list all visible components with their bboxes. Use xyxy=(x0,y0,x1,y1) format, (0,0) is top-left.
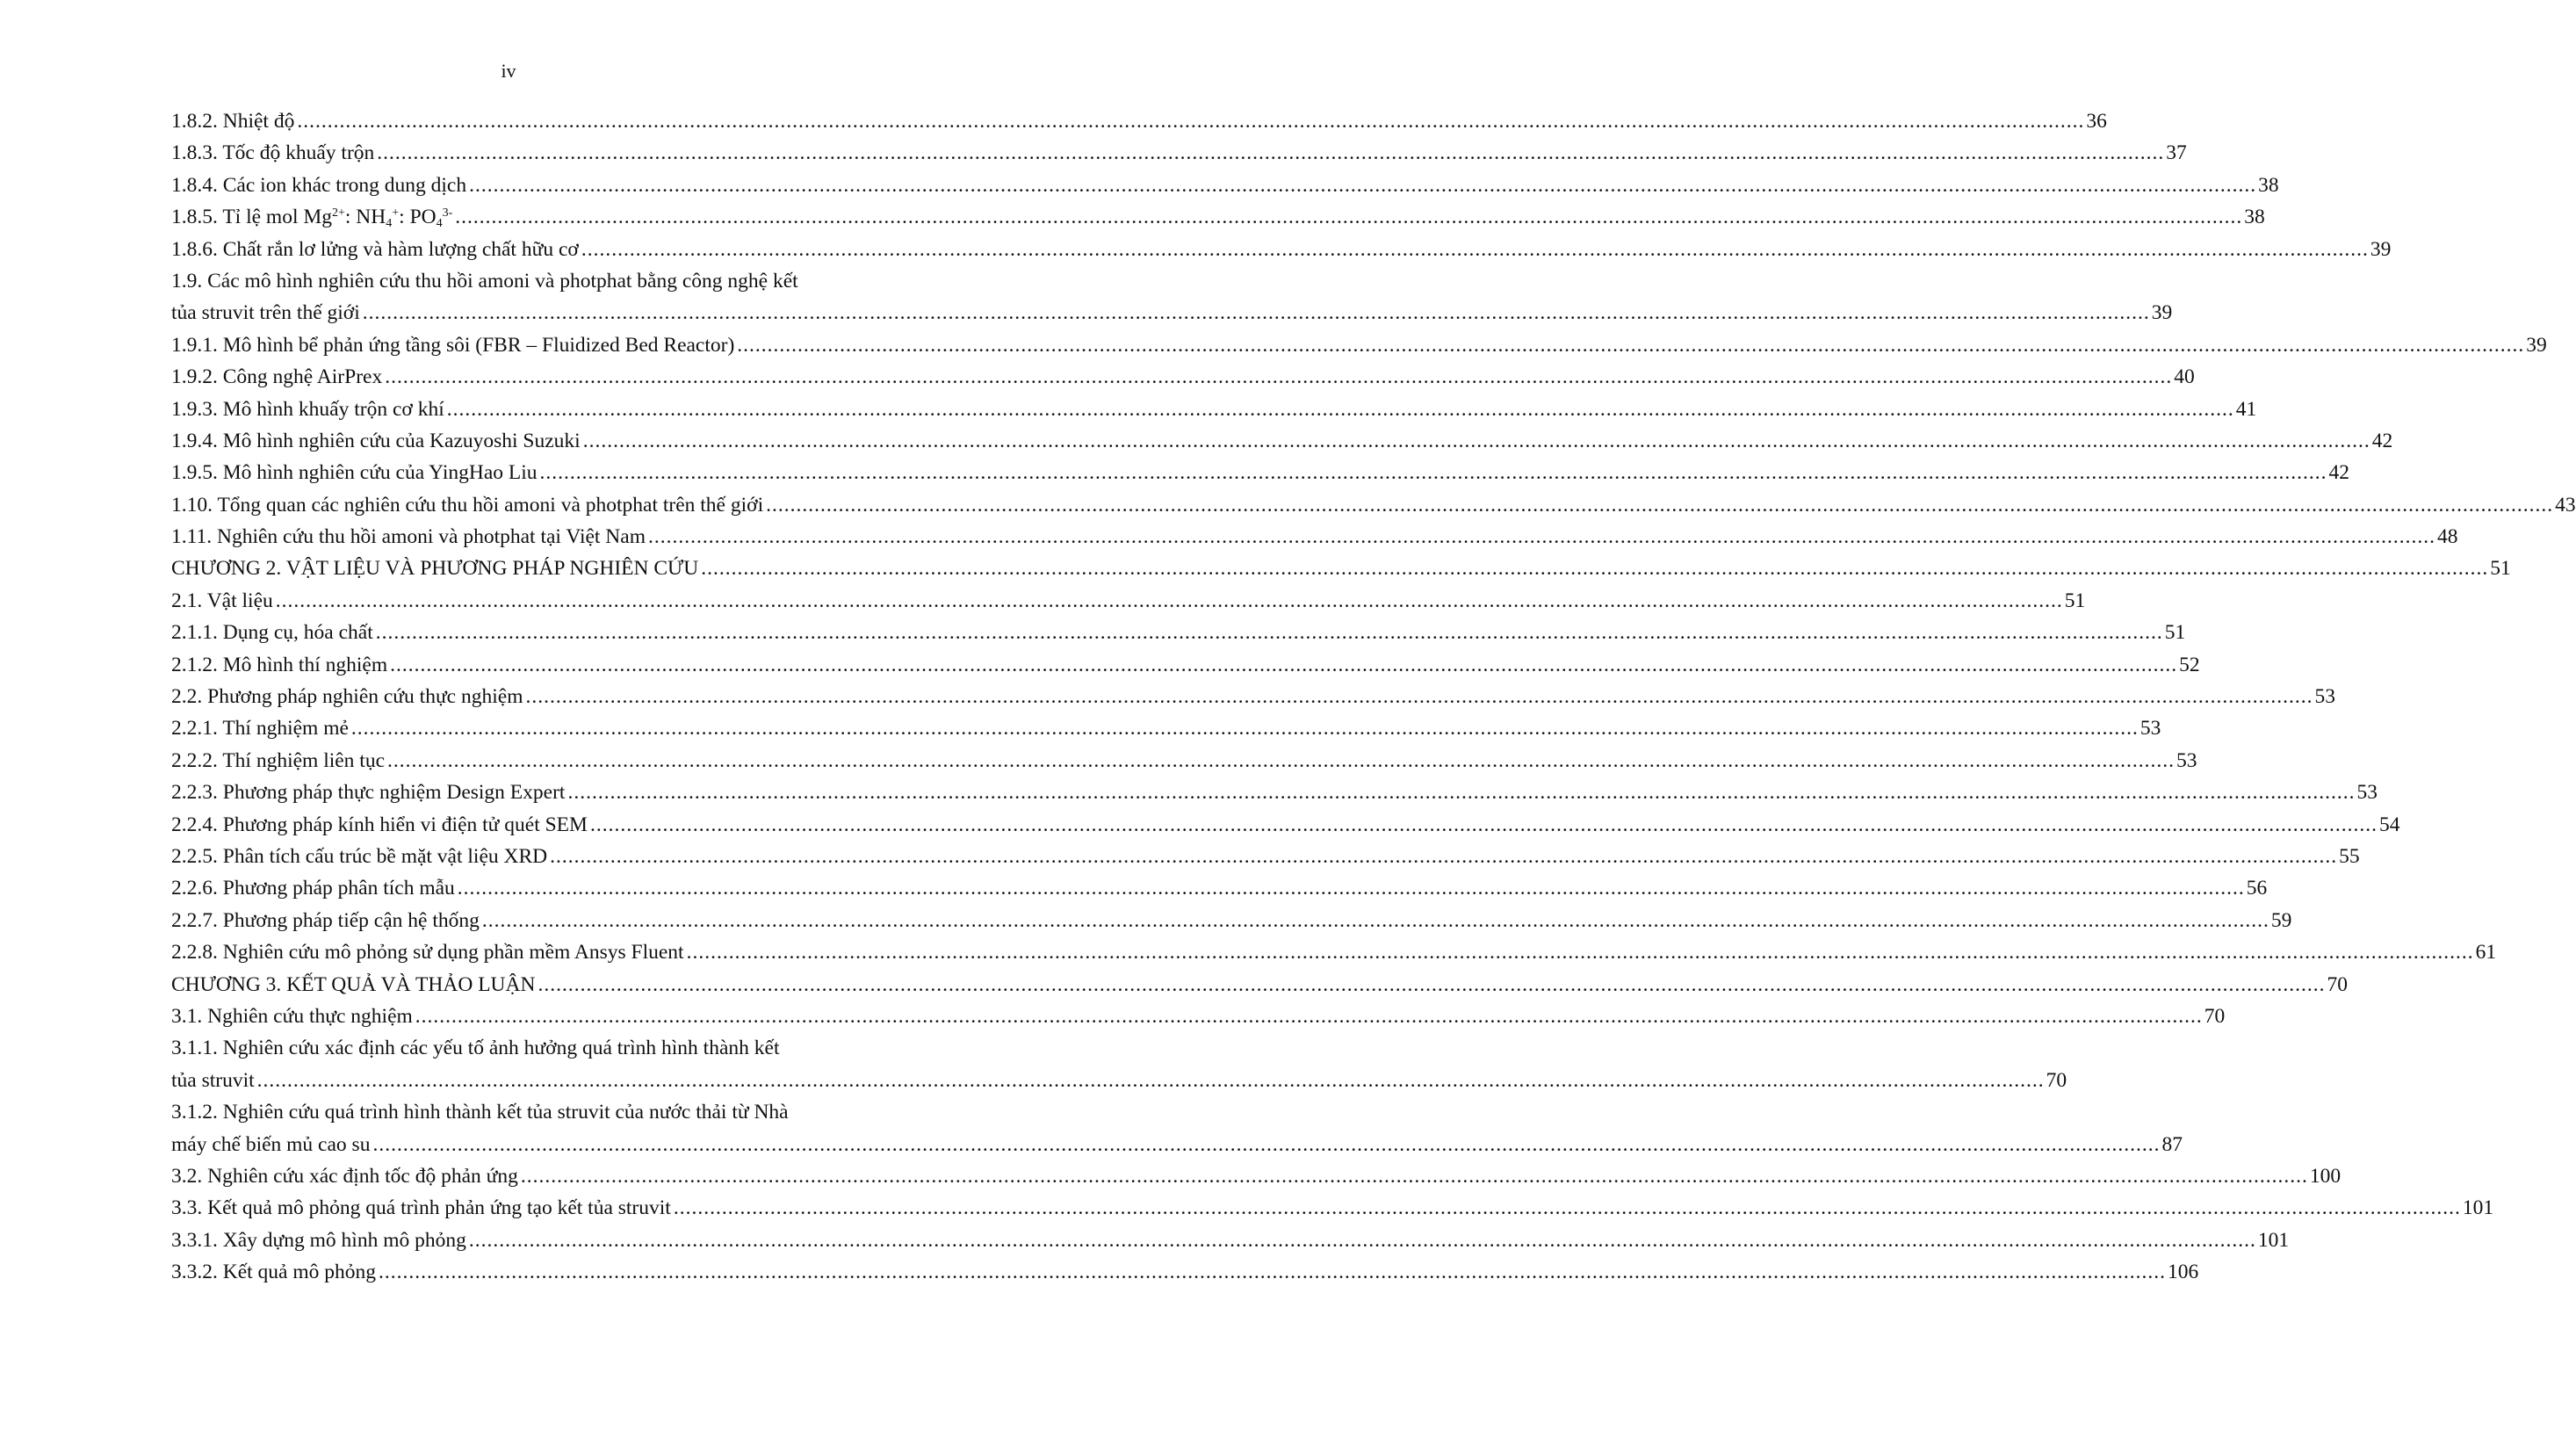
toc-title: 2.2.8. Nghiên cứu mô phỏng sử dụng phần mềm Ansys Fluent xyxy=(171,941,684,965)
toc-entry[interactable] xyxy=(171,1032,2067,1096)
toc-entry[interactable] xyxy=(171,137,2187,169)
toc-title: 2.2.3. Phương pháp thực nghiệm Design Expert xyxy=(171,781,566,805)
toc-title: 2.1.1. Dụng cụ, hóa chất xyxy=(171,621,373,645)
dot-leader xyxy=(482,905,2269,936)
dot-leader xyxy=(363,297,2150,329)
dot-leader xyxy=(590,809,2378,841)
dot-leader xyxy=(372,1129,2160,1160)
dot-leader xyxy=(581,234,2369,265)
dot-leader xyxy=(525,681,2313,712)
toc-title: 2.2.6. Phương pháp phân tích mẫu xyxy=(171,877,455,900)
toc-page: 54 xyxy=(2378,813,2400,836)
formula-sub: 4 xyxy=(436,217,443,231)
toc-entry[interactable] xyxy=(171,553,2511,584)
toc-title: 2.2.1. Thí nghiệm mẻ xyxy=(171,717,349,741)
toc-title: CHƯƠNG 3. KẾT QUẢ VÀ THẢO LUẬN xyxy=(171,972,536,996)
toc-entry[interactable] xyxy=(171,1160,2341,1192)
toc-page: 59 xyxy=(2270,908,2292,932)
toc-entry[interactable] xyxy=(171,585,2086,617)
dot-leader xyxy=(674,1192,2461,1224)
toc-title-line2: máy chế biến mủ cao su xyxy=(171,1132,371,1156)
dot-leader xyxy=(687,936,2474,968)
toc-page: 87 xyxy=(2161,1132,2183,1156)
toc-page: 100 xyxy=(2309,1164,2341,1188)
page-number: iv xyxy=(501,60,516,82)
dot-leader xyxy=(387,745,2175,777)
dot-leader xyxy=(737,329,2524,361)
dot-leader xyxy=(455,201,2242,233)
dot-leader xyxy=(701,553,2488,584)
toc-page: 41 xyxy=(2235,397,2257,421)
formula-sup: 3- xyxy=(442,206,453,220)
toc-page: 70 xyxy=(2204,1004,2226,1028)
dot-leader xyxy=(583,425,2370,457)
toc-page: 43 xyxy=(2555,493,2576,517)
dot-leader xyxy=(297,105,2084,137)
toc-title: 1.9.4. Mô hình nghiên cứu của Kazuyoshi Suzuki xyxy=(171,429,581,452)
toc-entry[interactable] xyxy=(171,1001,2226,1032)
toc-title: 1.10. Tổng quan các nghiên cứu thu hồi amoni và photphat trên thế giới xyxy=(171,493,764,517)
formula-part: 1.8.5. Tỉ lệ mol Mg xyxy=(171,206,332,229)
toc-title: 3.3.2. Kết quả mô phỏng xyxy=(171,1261,377,1284)
toc-title: 3.3.1. Xây dựng mô hình mô phỏng xyxy=(171,1228,466,1252)
dot-leader xyxy=(447,394,2234,425)
toc-title: 1.8.3. Tốc độ khuấy trộn xyxy=(171,141,375,165)
toc-title: 3.3. Kết quả mô phỏng quá trình phản ứng tạo kết tủa struvit xyxy=(171,1196,671,1220)
toc-page: 42 xyxy=(2328,461,2350,485)
toc-entry[interactable] xyxy=(171,969,2348,1001)
toc-title: CHƯƠNG 2. VẬT LIỆU VÀ PHƯƠNG PHÁP NGHIÊN CỨU xyxy=(171,557,699,581)
toc-page: 70 xyxy=(2327,972,2348,996)
toc-entry[interactable] xyxy=(171,649,2200,681)
toc-entry[interactable] xyxy=(171,681,2335,712)
dot-leader xyxy=(469,1225,2256,1256)
dot-leader xyxy=(538,969,2325,1001)
toc-title: 2.1.2. Mô hình thí nghiệm xyxy=(171,653,388,676)
toc-title: 2.1. Vật liệu xyxy=(171,589,273,612)
toc-entry[interactable] xyxy=(171,361,2195,393)
toc-entry[interactable] xyxy=(171,809,2400,841)
dot-leader xyxy=(385,361,2172,393)
toc-entry[interactable] xyxy=(171,617,2186,648)
toc-title: 1.9.1. Mô hình bể phản ứng tầng sôi (FBR – Fluidized Bed Reactor) xyxy=(171,333,735,357)
toc-page: 38 xyxy=(2258,173,2279,197)
toc-title-line1: 3.1.1. Nghiên cứu xác định các yếu tố ảnh hưởng quá trình hình thành kết xyxy=(171,1037,780,1060)
toc-title-line2: tủa struvit xyxy=(171,1068,255,1092)
toc-entry[interactable] xyxy=(171,712,2161,744)
formula-part: : PO xyxy=(399,206,437,229)
toc-page: 39 xyxy=(2526,333,2547,357)
toc-entry[interactable] xyxy=(171,521,2458,553)
toc-page: 101 xyxy=(2462,1196,2494,1220)
toc-page: 36 xyxy=(2086,110,2107,133)
toc-entry[interactable] xyxy=(171,905,2292,936)
toc-entry[interactable] xyxy=(171,1225,2290,1256)
toc-title-formula xyxy=(171,201,452,233)
toc-page: 101 xyxy=(2257,1228,2290,1252)
toc-entry[interactable] xyxy=(171,1192,2494,1224)
toc-title: 1.11. Nghiên cứu thu hồi amoni và photphat tại Việt Nam xyxy=(171,525,646,549)
toc-page: 53 xyxy=(2139,717,2161,741)
dot-leader xyxy=(567,777,2355,808)
formula-sub: 4 xyxy=(386,217,393,231)
toc-title: 1.9.3. Mô hình khuấy trộn cơ khí xyxy=(171,397,444,421)
toc-title: 1.9.5. Mô hình nghiên cứu của YingHao Liu xyxy=(171,461,538,485)
toc-page: 38 xyxy=(2244,206,2265,229)
toc-title: 1.8.2. Nhiệt độ xyxy=(171,110,295,133)
toc-page: 37 xyxy=(2166,141,2187,165)
toc-entry[interactable] xyxy=(171,105,2107,137)
toc-title: 2.2.5. Phân tích cấu trúc bề mặt vật liệu XRD xyxy=(171,844,548,868)
dot-leader xyxy=(376,617,2163,648)
toc-title: 3.1. Nghiên cứu thực nghiệm xyxy=(171,1004,413,1028)
toc-entry[interactable] xyxy=(171,425,2393,457)
toc-title: 1.8.6. Chất rắn lơ lửng và hàm lượng chất hữu cơ xyxy=(171,237,579,261)
toc-page: 39 xyxy=(2370,237,2392,261)
toc-entry[interactable] xyxy=(171,457,2350,488)
toc-page: 55 xyxy=(2339,844,2360,868)
dot-leader xyxy=(458,872,2245,904)
formula-sup: + xyxy=(392,206,400,220)
toc-page: 52 xyxy=(2179,653,2200,676)
dot-leader xyxy=(521,1160,2308,1192)
dot-leader xyxy=(351,712,2139,744)
dot-leader xyxy=(550,841,2337,872)
dot-leader xyxy=(276,585,2063,617)
toc-entry[interactable] xyxy=(171,489,2576,521)
toc-page: 61 xyxy=(2475,941,2497,965)
toc-page: 56 xyxy=(2246,877,2268,900)
toc-title-line1: 3.1.2. Nghiên cứu quá trình hình thành kết tủa struvit của nước thải từ Nhà xyxy=(171,1101,789,1124)
toc-title: 2.2.7. Phương pháp tiếp cận hệ thống xyxy=(171,908,480,932)
toc-entry[interactable] xyxy=(171,745,2197,777)
dot-leader xyxy=(469,170,2256,201)
dot-leader xyxy=(415,1001,2203,1032)
dot-leader xyxy=(390,649,2177,681)
toc-page: 106 xyxy=(2168,1261,2199,1284)
toc-title: 1.9.2. Công nghệ AirPrex xyxy=(171,365,383,389)
toc-page: 39 xyxy=(2151,301,2173,325)
toc-page: 51 xyxy=(2490,557,2511,581)
toc-page: 51 xyxy=(2064,589,2086,612)
toc-page: 40 xyxy=(2174,365,2195,389)
toc-title-line2: tủa struvit trên thế giới xyxy=(171,301,360,325)
table-of-contents xyxy=(171,105,2576,1288)
toc-entry[interactable] xyxy=(171,1096,2183,1160)
toc-page: 48 xyxy=(2436,525,2458,549)
dot-leader xyxy=(540,457,2327,488)
toc-entry[interactable] xyxy=(171,777,2378,808)
toc-entry[interactable] xyxy=(171,394,2257,425)
formula-sup: 2+ xyxy=(332,206,345,220)
dot-leader xyxy=(766,489,2553,521)
toc-title: 2.2. Phương pháp nghiên cứu thực nghiệm xyxy=(171,685,523,709)
toc-entry[interactable] xyxy=(171,170,2279,201)
dot-leader xyxy=(257,1065,2045,1096)
toc-page: 53 xyxy=(2356,781,2378,805)
toc-page: 70 xyxy=(2046,1068,2067,1092)
toc-entry[interactable] xyxy=(171,234,2392,265)
toc-entry[interactable] xyxy=(171,872,2268,904)
toc-entry[interactable] xyxy=(171,265,2173,329)
toc-title: 3.2. Nghiên cứu xác định tốc độ phản ứng xyxy=(171,1164,518,1188)
toc-title: 2.2.2. Thí nghiệm liên tục xyxy=(171,748,386,772)
dot-leader xyxy=(379,1256,2166,1288)
toc-entry[interactable] xyxy=(171,329,2547,361)
dot-leader xyxy=(648,521,2435,553)
toc-page: 53 xyxy=(2176,748,2197,772)
toc-title: 1.8.4. Các ion khác trong dung dịch xyxy=(171,173,467,197)
toc-entry[interactable] xyxy=(171,841,2360,872)
dot-leader xyxy=(377,137,2164,169)
formula-part: : NH xyxy=(344,206,386,229)
toc-entry[interactable] xyxy=(171,201,2265,233)
toc-page: 53 xyxy=(2314,685,2335,709)
toc-page: 42 xyxy=(2371,429,2393,452)
toc-entry[interactable] xyxy=(171,936,2497,968)
toc-title: 2.2.4. Phương pháp kính hiển vi điện tử quét SEM xyxy=(171,813,588,836)
toc-entry[interactable] xyxy=(171,1256,2199,1288)
toc-title-line1: 1.9. Các mô hình nghiên cứu thu hồi amoni và photphat bằng công nghệ kết xyxy=(171,269,798,293)
toc-page: 51 xyxy=(2164,621,2186,645)
